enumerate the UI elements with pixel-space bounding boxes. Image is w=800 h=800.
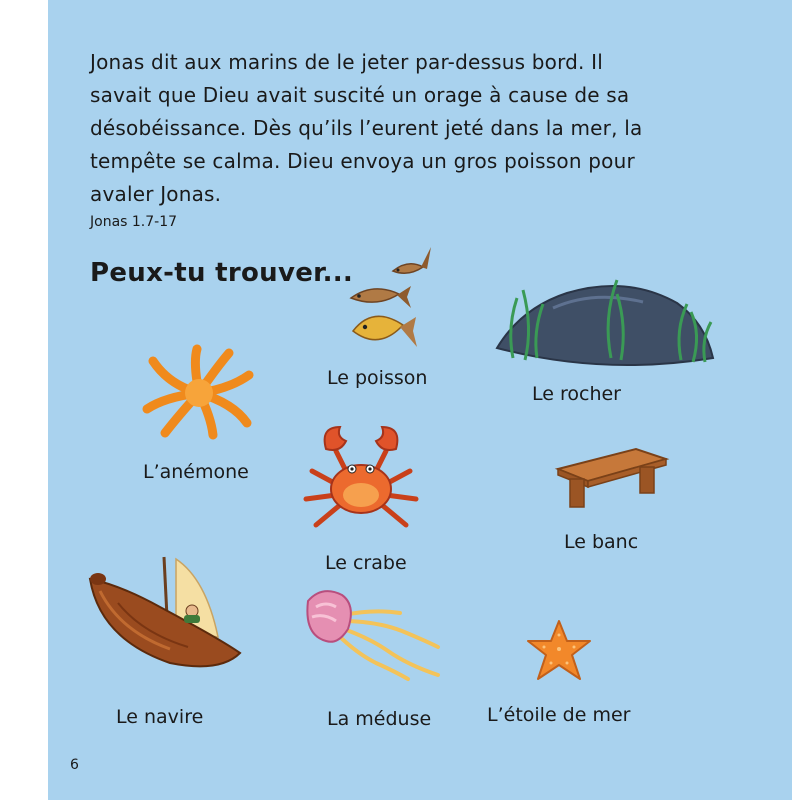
find-heading: Peux-tu trouver... xyxy=(90,258,354,288)
fish-small-top xyxy=(393,247,431,273)
story-text xyxy=(90,46,730,211)
story-line: savait que Dieu avait suscité un orage à cause de sa xyxy=(90,83,630,107)
bible-reference: Jonas 1.7-17 xyxy=(90,214,178,230)
label-poisson: Le poisson xyxy=(327,367,428,389)
label-banc: Le banc xyxy=(564,531,639,553)
anemone-illustration xyxy=(143,347,255,439)
bench-illustration xyxy=(556,447,668,513)
story-line: désobéissance. Dès qu’ils l’eurent jeté dans la mer, la xyxy=(90,116,643,140)
jellyfish-illustration xyxy=(298,587,443,683)
fish-illustration xyxy=(345,243,435,358)
crab-illustration xyxy=(294,425,429,533)
label-meduse: La méduse xyxy=(327,708,432,730)
story-line: avaler Jonas. xyxy=(90,182,222,206)
fish-large-bottom xyxy=(353,316,417,347)
label-navire: Le navire xyxy=(116,706,204,728)
fish-small-middle xyxy=(351,286,411,308)
label-crabe: Le crabe xyxy=(325,552,407,574)
story-line: Jonas dit aux marins de le jeter par-dessus bord. Il xyxy=(90,50,604,74)
rock-illustration xyxy=(493,268,718,372)
page-number: 6 xyxy=(70,757,79,773)
starfish-illustration xyxy=(524,619,594,681)
ship-illustration xyxy=(88,555,243,673)
story-line: tempête se calma. Dieu envoya un gros poisson pour xyxy=(90,149,635,173)
label-anemone: L’anémone xyxy=(143,461,249,483)
label-etoile: L’étoile de mer xyxy=(487,704,631,726)
label-rocher: Le rocher xyxy=(532,383,621,405)
